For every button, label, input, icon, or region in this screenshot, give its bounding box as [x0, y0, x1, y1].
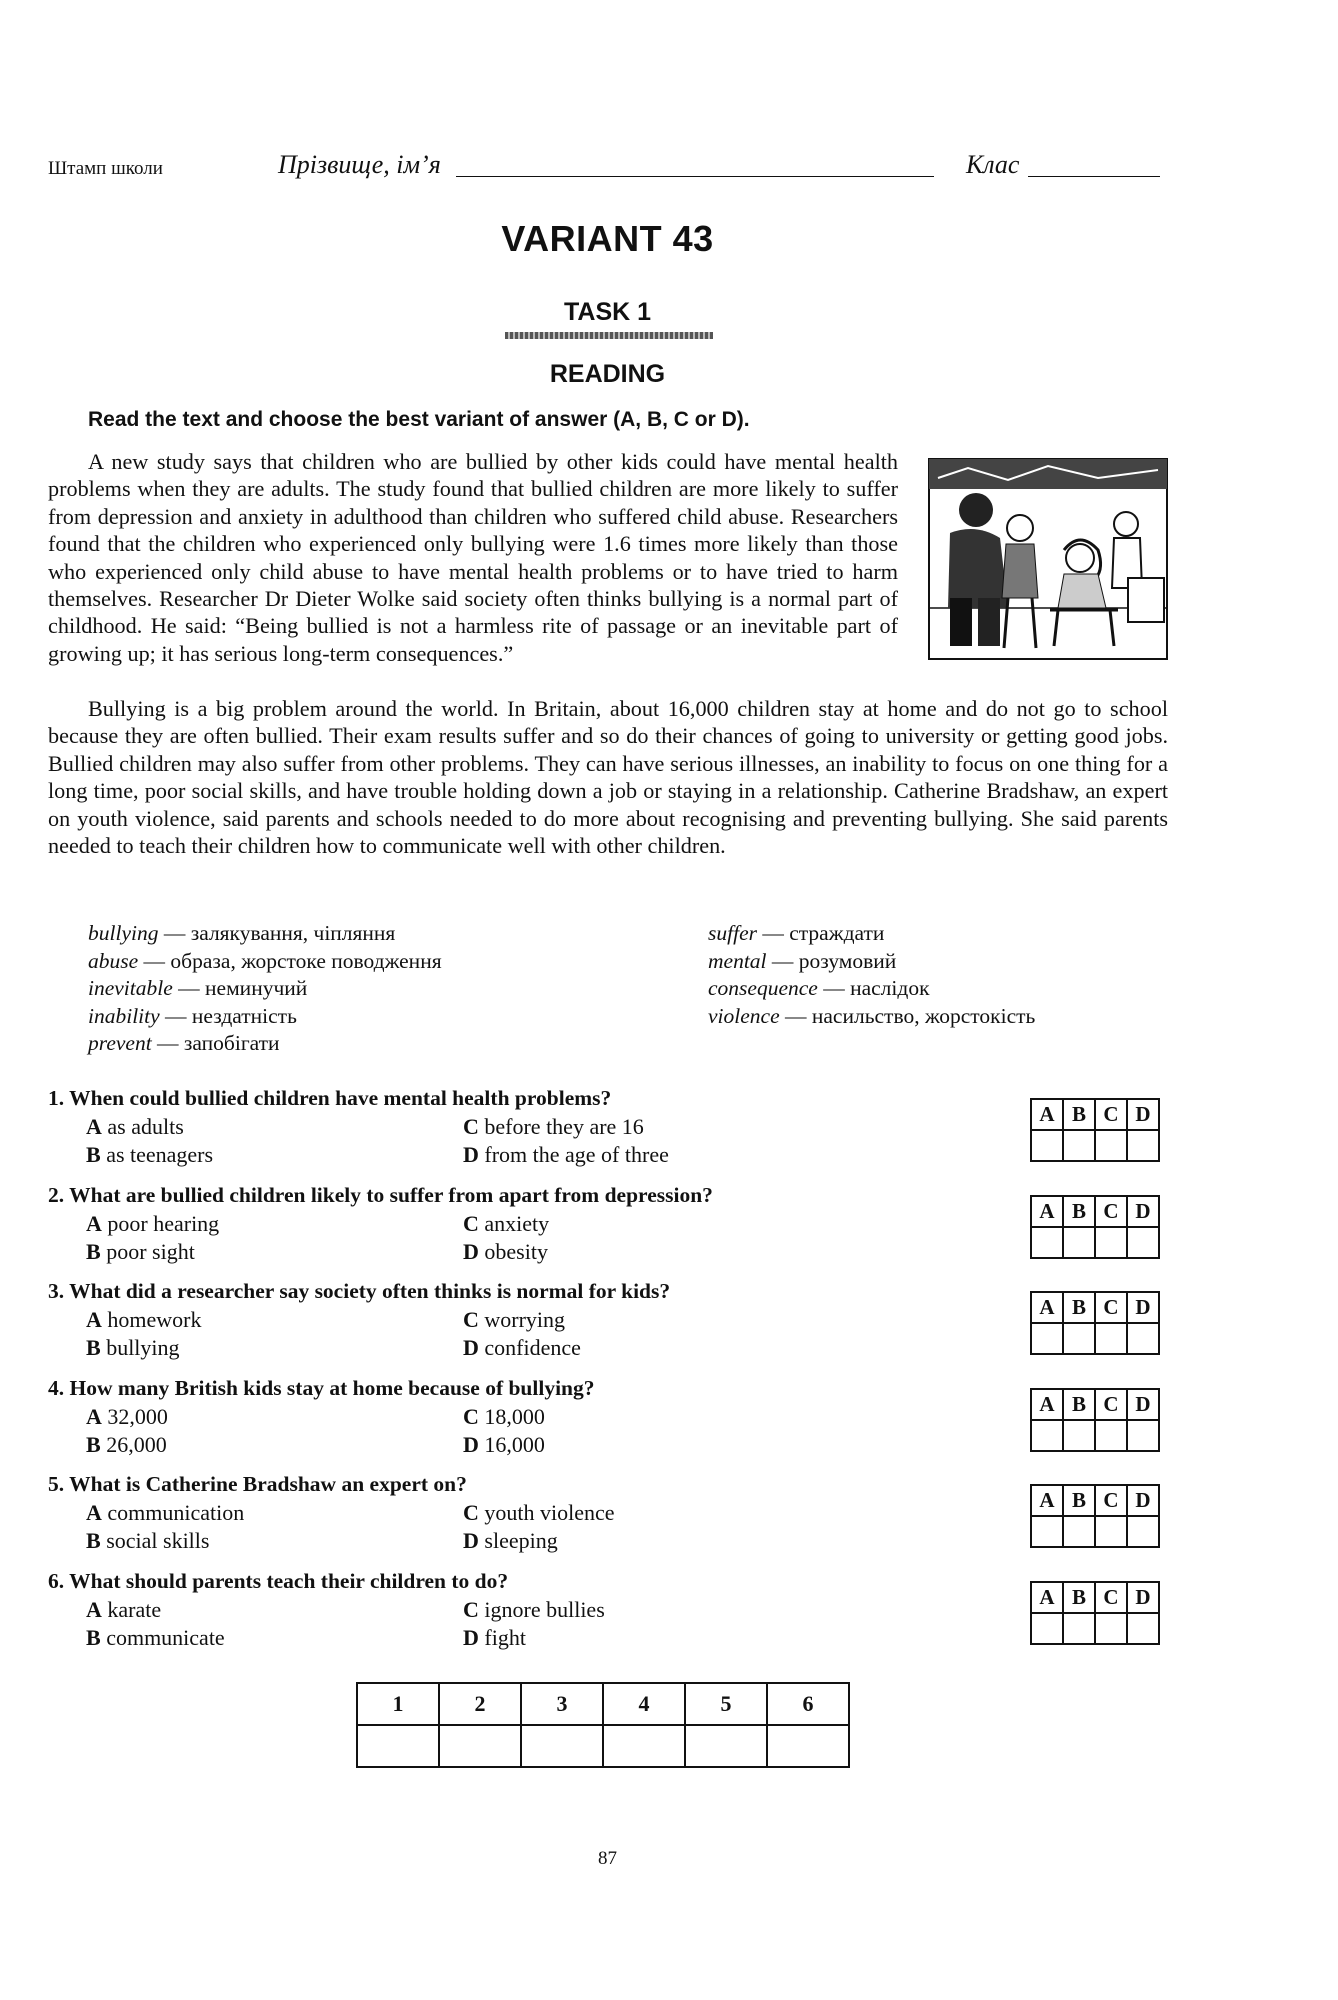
option-b[interactable]: B 26,000	[86, 1432, 167, 1457]
vocab-item: prevent — запобігати	[88, 1031, 280, 1056]
question-4	[48, 1376, 1173, 1466]
mark-cell[interactable]	[1127, 1516, 1159, 1547]
mark-cell[interactable]	[1127, 1130, 1159, 1161]
vocab-item: suffer — страждати	[708, 921, 885, 945]
box-letter: D	[1127, 1292, 1159, 1323]
class-label: Клас	[966, 150, 1020, 179]
question-text: 1. When could bullied children have mental health problems?	[48, 1086, 612, 1110]
answer-number: 4	[603, 1683, 685, 1725]
mark-cell[interactable]	[1095, 1323, 1127, 1354]
box-letter: A	[1031, 1485, 1063, 1516]
option-b[interactable]: B as teenagers	[86, 1142, 214, 1167]
mark-cell[interactable]	[1031, 1420, 1063, 1451]
box-letter: A	[1031, 1389, 1063, 1420]
question-text: 4. How many British kids stay at home because of bullying?	[48, 1376, 595, 1400]
option-b[interactable]: B bullying	[86, 1335, 180, 1360]
school-stamp-label: Штамп школи	[48, 158, 163, 179]
mark-cell[interactable]	[1063, 1613, 1095, 1644]
box-letter: B	[1063, 1292, 1095, 1323]
paragraph-2: Bullying is a big problem around the world. In Britain, about 16,000 children stay at home and do not go to school because they are often bullied. Their exam results suffer and so do their chances of going to university or getting good jobs. Bullied children may also suffer from other problems. They can have serious illnesses, an inability to focus on one thing for a long time, poor social skills, and have trouble holding down a job or staying in a relationship. Catherine Bradshaw, an expert on youth violence, said parents and schools needed to do more about recognising and preventing bullying. She said parents needed to teach their children how to communicate well with other children.	[48, 696, 1168, 859]
reading-text-part-1	[48, 448, 898, 667]
surname-field[interactable]	[456, 176, 934, 177]
box-letter: D	[1127, 1099, 1159, 1130]
option-c[interactable]: C ignore bullies	[463, 1597, 605, 1622]
mark-cell[interactable]	[1031, 1613, 1063, 1644]
answer-number: 6	[767, 1683, 849, 1725]
option-d[interactable]: D confidence	[463, 1335, 581, 1360]
box-letter: C	[1095, 1196, 1127, 1227]
class-field[interactable]	[1028, 176, 1160, 177]
box-letter: C	[1095, 1389, 1127, 1420]
mark-cell[interactable]	[1063, 1130, 1095, 1161]
mark-cell[interactable]	[1095, 1613, 1127, 1644]
mark-cell[interactable]	[1031, 1227, 1063, 1258]
question-2	[48, 1183, 1173, 1273]
option-c[interactable]: C worrying	[463, 1307, 566, 1332]
question-3	[48, 1279, 1173, 1369]
box-letter: C	[1095, 1292, 1127, 1323]
box-letter: B	[1063, 1485, 1095, 1516]
mark-cell[interactable]	[1095, 1130, 1127, 1161]
option-a[interactable]: A 32,000	[86, 1404, 168, 1429]
option-d[interactable]: D obesity	[463, 1239, 548, 1264]
question-text: 3. What did a researcher say society often thinks is normal for kids?	[48, 1279, 671, 1303]
answer-cell[interactable]	[685, 1725, 767, 1767]
box-letter: D	[1127, 1196, 1159, 1227]
option-d[interactable]: D sleeping	[463, 1528, 558, 1553]
vocab-item: violence — насильство, жорстокість	[708, 1003, 1036, 1028]
answer-summary-table	[356, 1682, 850, 1768]
option-d[interactable]: D from the age of three	[463, 1142, 669, 1167]
answer-number: 3	[521, 1683, 603, 1725]
option-c[interactable]: C 18,000	[463, 1404, 545, 1429]
vocab-item: mental — розумовий	[708, 948, 897, 973]
answer-cell[interactable]	[521, 1725, 603, 1767]
vocab-item: abuse — образа, жорстоке поводження	[88, 948, 442, 973]
answer-box	[1030, 1195, 1160, 1259]
vocabulary-left-column	[88, 920, 442, 1058]
box-letter: A	[1031, 1196, 1063, 1227]
answer-number: 5	[685, 1683, 767, 1725]
mark-cell[interactable]	[1063, 1227, 1095, 1258]
box-letter: D	[1127, 1485, 1159, 1516]
option-c[interactable]: C before they are 16	[463, 1114, 644, 1139]
option-b[interactable]: B communicate	[86, 1625, 225, 1650]
answer-cell[interactable]	[603, 1725, 685, 1767]
vocab-item: inability — нездатність	[88, 1003, 297, 1028]
mark-cell[interactable]	[1127, 1613, 1159, 1644]
answer-cell[interactable]	[357, 1725, 439, 1767]
vocab-item: consequence — наслідок	[708, 976, 930, 1001]
bullying-illustration	[928, 458, 1168, 660]
box-letter: C	[1095, 1582, 1127, 1613]
option-d[interactable]: D fight	[463, 1625, 526, 1650]
paragraph-1: A new study says that children who are bullied by other kids could have mental health problems when they are adults. The study found that bullied children are more likely to suffer from depression and anxiety in adulthood than children who suffered child abuse. Researchers found that the children who experienced only bullying were 1.6 times more likely than those who experienced only child abuse to have mental health problems or to have tried to harm themselves. Researcher Dr Dieter Wolke said society often thinks bullying is a normal part of childhood. He said: “Being bullied is not a harmless rite of passage or an inevitable part of growing up; it has serious long-term consequences.”	[48, 449, 898, 666]
box-letter: C	[1095, 1099, 1127, 1130]
mark-cell[interactable]	[1095, 1420, 1127, 1451]
question-text: 5. What is Catherine Bradshaw an expert on?	[48, 1472, 467, 1496]
mark-cell[interactable]	[1031, 1130, 1063, 1161]
task-underline-divider	[505, 332, 713, 339]
option-a[interactable]: A communication	[86, 1500, 245, 1525]
option-a[interactable]: A karate	[86, 1597, 162, 1622]
option-b[interactable]: B poor sight	[86, 1239, 195, 1264]
question-text: 2. What are bullied children likely to suffer from apart from depression?	[48, 1183, 713, 1207]
answer-number: 2	[439, 1683, 521, 1725]
vocabulary-right-column	[708, 920, 1035, 1030]
answer-box	[1030, 1098, 1160, 1162]
variant-title: VARIANT 43	[501, 218, 714, 259]
section-heading: READING	[549, 360, 666, 388]
mark-cell[interactable]	[1127, 1420, 1159, 1451]
box-letter: C	[1095, 1485, 1127, 1516]
answer-cell[interactable]	[439, 1725, 521, 1767]
answer-box	[1030, 1388, 1160, 1452]
box-letter: A	[1031, 1582, 1063, 1613]
box-letter: B	[1063, 1099, 1095, 1130]
answer-number: 1	[357, 1683, 439, 1725]
box-letter: A	[1031, 1099, 1063, 1130]
option-a[interactable]: A as adults	[86, 1114, 184, 1139]
surname-label: Прізвище, ім’я	[278, 150, 441, 179]
mark-cell[interactable]	[1063, 1323, 1095, 1354]
mark-cell[interactable]	[1031, 1516, 1063, 1547]
answer-box	[1030, 1291, 1160, 1355]
mark-cell[interactable]	[1031, 1323, 1063, 1354]
answer-box	[1030, 1581, 1160, 1645]
mark-cell[interactable]	[1063, 1516, 1095, 1547]
box-letter: D	[1127, 1582, 1159, 1613]
vocab-item: inevitable — неминучий	[88, 976, 308, 1001]
mark-cell[interactable]	[1127, 1323, 1159, 1354]
option-a[interactable]: A homework	[86, 1307, 202, 1332]
option-a[interactable]: A poor hearing	[86, 1211, 220, 1236]
question-6	[48, 1569, 1173, 1659]
mark-cell[interactable]	[1095, 1227, 1127, 1258]
page-number: 87	[598, 1848, 617, 1869]
question-5	[48, 1472, 1173, 1562]
mark-cell[interactable]	[1063, 1420, 1095, 1451]
option-c[interactable]: C anxiety	[463, 1211, 550, 1236]
task-heading: TASK 1	[563, 298, 652, 326]
option-b[interactable]: B social skills	[86, 1528, 210, 1553]
answer-box	[1030, 1484, 1160, 1548]
answer-cell[interactable]	[767, 1725, 849, 1767]
option-c[interactable]: C youth violence	[463, 1500, 615, 1525]
box-letter: D	[1127, 1389, 1159, 1420]
box-letter: A	[1031, 1292, 1063, 1323]
box-letter: B	[1063, 1196, 1095, 1227]
option-d[interactable]: D 16,000	[463, 1432, 545, 1457]
instruction: Read the text and choose the best variant of answer (A, B, C or D).	[88, 408, 750, 431]
question-1	[48, 1086, 1173, 1176]
reading-text-part-2	[48, 695, 1168, 859]
mark-cell[interactable]	[1127, 1227, 1159, 1258]
mark-cell[interactable]	[1095, 1516, 1127, 1547]
question-text: 6. What should parents teach their children to do?	[48, 1569, 509, 1593]
box-letter: B	[1063, 1582, 1095, 1613]
vocab-item: bullying — залякування, чіпляння	[88, 921, 396, 945]
box-letter: B	[1063, 1389, 1095, 1420]
header	[48, 150, 1160, 186]
